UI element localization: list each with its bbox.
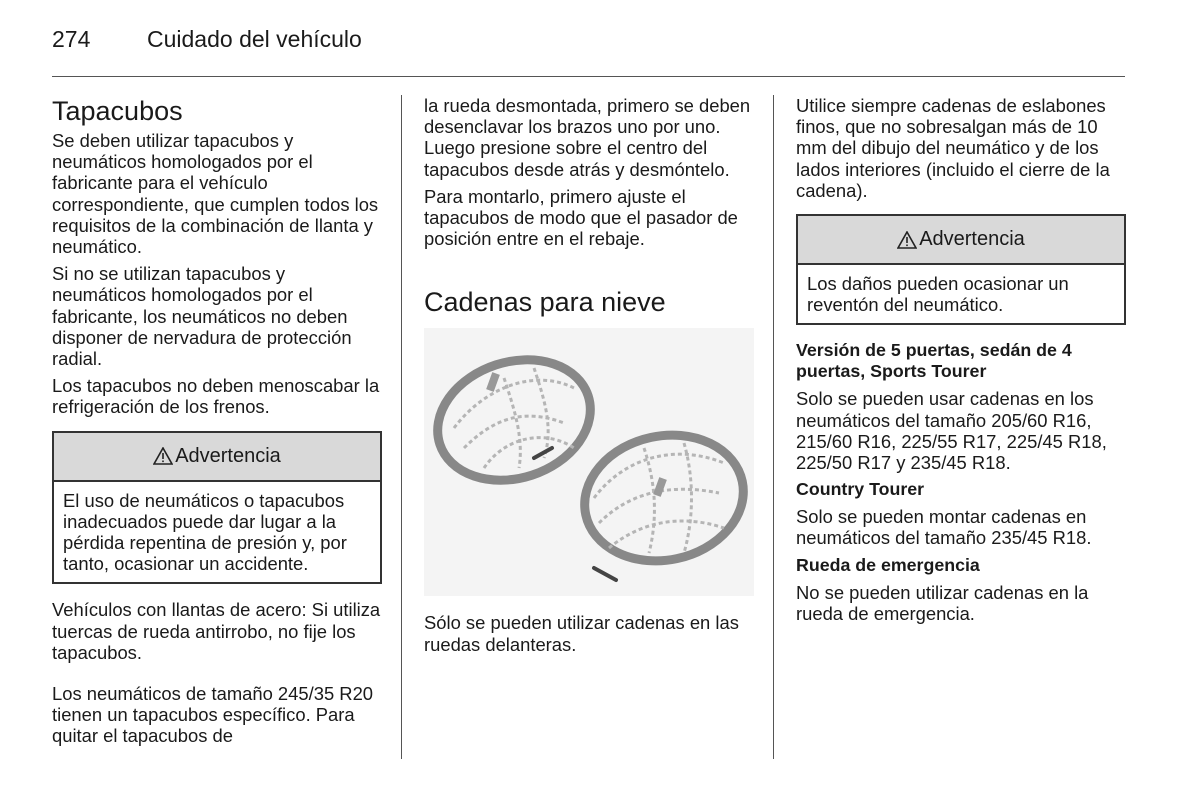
paragraph: Se deben utilizar tapacubos y neumáticos homologados por el fabricante para el vehículo correspondiente, que cumplen todos los requisitos de la combinación de llanta y neumático. bbox=[52, 130, 379, 258]
paragraph: Si no se utilizan tapacubos y neumáticos homologados por el fabricante, los neumáticos no deben disponer de nervadura de protección radial. bbox=[52, 263, 352, 370]
paragraph: Los tapacubos no deben menoscabar la refrigeración de los frenos. bbox=[52, 375, 380, 418]
paragraph: Los neumáticos de tamaño 245/35 R20 tienen un tapacubos específico. Para quitar el tapacubos de bbox=[52, 683, 374, 747]
section-title: Cuidado del vehículo bbox=[147, 26, 362, 52]
page-number: 274 bbox=[52, 26, 91, 52]
warning-box bbox=[52, 431, 382, 585]
heading-tapacubos: Tapacubos bbox=[52, 96, 183, 126]
paragraph: Para montarlo, primero ajuste el tapacubos de modo que el pasador de posición entre en el rebaje. bbox=[424, 185, 738, 250]
page-header bbox=[52, 26, 362, 53]
subheading: Versión de 5 puertas, sedán de 4 puertas, Sports Tourer bbox=[796, 340, 1072, 382]
warning-triangle-icon bbox=[153, 447, 173, 465]
paragraph: Solo se pueden usar cadenas en los neumáticos del tamaño 205/60 R16, 215/60 R16, 225/55 R17, 225/45 R18, 225/50 R17 y 235/45 R18. bbox=[796, 388, 1107, 474]
column-divider-1 bbox=[401, 95, 402, 759]
column-1 bbox=[52, 95, 382, 753]
warning-title: Advertencia bbox=[919, 227, 1025, 250]
paragraph: Utilice siempre cadenas de eslabones finos, que no sobresalgan más de 10 mm del dibujo del neumático y de los lados interiores (incluido el cierre de la cadena). bbox=[796, 95, 1110, 201]
paragraph: No se pueden utilizar cadenas en la rueda de emergencia. bbox=[796, 581, 1089, 624]
column-2 bbox=[424, 95, 754, 661]
paragraph: la rueda desmontada, primero se deben desenclavar los brazos uno por uno. Luego presione sobre el centro del tapacubos desde atrás y desmóntelo. bbox=[424, 95, 751, 180]
warning-text: El uso de neumáticos o tapacubos inadecuados puede dar lugar a la pérdida repentina de presión y, por tanto, ocasionar un accidente. bbox=[63, 489, 347, 575]
warning-box bbox=[796, 214, 1126, 325]
warning-header bbox=[798, 216, 1124, 265]
warning-title: Advertencia bbox=[175, 444, 281, 467]
column-divider-2 bbox=[773, 95, 774, 759]
subheading: Country Tourer bbox=[796, 479, 925, 500]
snow-chain-icon bbox=[424, 328, 754, 596]
heading-cadenas: Cadenas para nieve bbox=[424, 287, 666, 318]
paragraph: Solo se pueden montar cadenas en neumáticos del tamaño 235/45 R18. bbox=[796, 506, 1092, 549]
warning-text: Los daños pueden ocasionar un reventón del neumático. bbox=[807, 273, 1069, 316]
header-rule bbox=[52, 76, 1125, 77]
paragraph: Vehículos con llantas de acero: Si utiliza tuercas de rueda antirrobo, no fije los tapacubos. bbox=[52, 599, 381, 663]
paragraph: Sólo se pueden utilizar cadenas en las ruedas delanteras. bbox=[424, 612, 739, 655]
warning-header bbox=[54, 433, 380, 482]
column-3 bbox=[796, 95, 1126, 630]
subheading: Rueda de emergencia bbox=[796, 554, 980, 575]
snow-chains-illustration bbox=[424, 328, 754, 596]
warning-triangle-icon bbox=[897, 231, 917, 249]
